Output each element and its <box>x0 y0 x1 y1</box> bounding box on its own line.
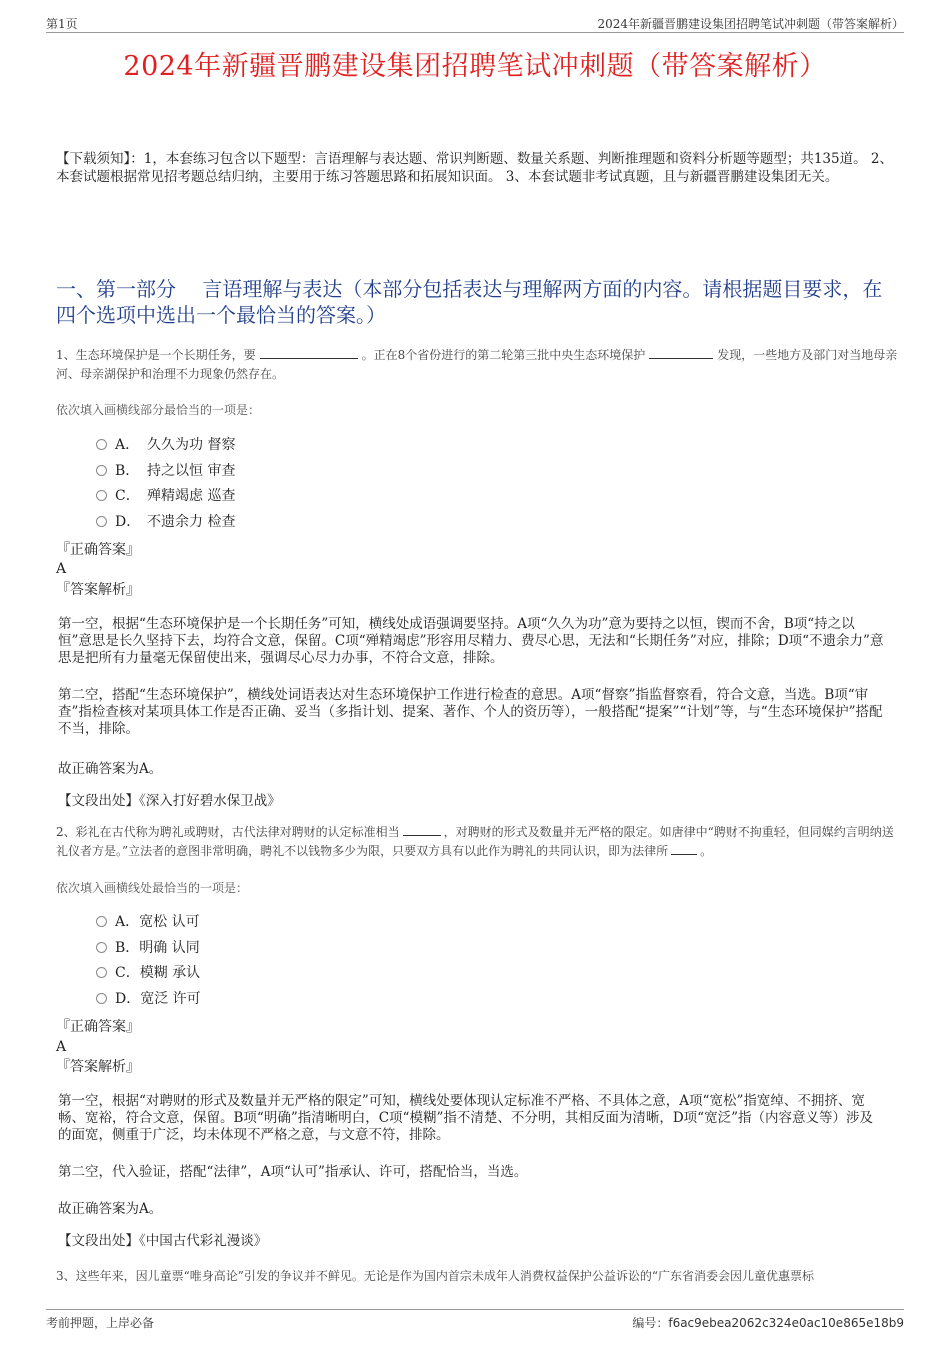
question-2-options <box>96 910 201 1012</box>
radio-icon[interactable] <box>96 465 107 476</box>
question-1-instruction: 依次填入画横线部分最恰当的一项是： <box>56 403 261 417</box>
option-a[interactable]: A．宽松 认可 <box>96 910 201 936</box>
option-d[interactable]: D． 不遗余力 检查 <box>96 510 235 536</box>
radio-icon[interactable] <box>96 916 107 927</box>
answer-label: 『正确答案』 <box>56 542 140 558</box>
page-footer <box>46 1309 904 1330</box>
section-title: 一、第一部分 言语理解与表达（本部分包括表达与理解两方面的内容。请根据题目要求，在四个选项中选出一个最恰当的答案。） <box>56 277 883 327</box>
radio-icon[interactable] <box>96 967 107 978</box>
conclusion: 故正确答案为A。 <box>58 761 163 777</box>
option-c[interactable]: C．模糊 承认 <box>96 961 201 987</box>
download-notice: 【下载须知】：1，本套练习包含以下题型：言语理解与表达题、常识判断题、数量关系题、判断推理题和资料分析题等题型；共135道。 2、本套试题根据常见招考题总结归纳，主要用于练习答题思路和拓展知识面。 3、本套试题非考试真题，且与新疆晋鹏建设集团无关。 <box>56 151 893 185</box>
radio-icon[interactable] <box>96 993 107 1004</box>
option-a[interactable]: A． 久久为功 督察 <box>96 433 235 459</box>
option-b[interactable]: B． 持之以恒 审查 <box>96 459 235 485</box>
footer-slogan: 考前押题，上岸必备 <box>46 1316 155 1330</box>
option-b[interactable]: B．明确 认同 <box>96 936 201 962</box>
page-number: 第1页 <box>46 17 78 31</box>
footer-code: 编号：f6ac9ebea2062c324e0ac10e865e18b9 <box>632 1316 904 1330</box>
analysis-paragraph: 第一空，根据“对聘财的形式及数量并无严格的限定”可知，横线处要体现认定标准不严格、不具体之意，A项“宽松”指宽绰、不拥挤、宽畅、宽裕，符合文意，保留。B项“明确”指清晰明白，C项“模糊”指不清楚、不分明，其相反面为清晰，D项“宽泛”指（内容意义等）涉及的面宽，侧重于广泛，均未体现不严格之意，与文意不符，排除。 <box>58 1093 873 1143</box>
question-3-text: 3、这些年来，因儿童票“唯身高论”引发的争议并不鲜见。无论是作为国内首宗未成年人消费权益保护公益诉讼的“广东省消委会因儿童优惠票标 <box>56 1269 815 1283</box>
answer-blank <box>260 346 358 359</box>
analysis-label: 『答案解析』 <box>56 582 140 598</box>
answer-blank <box>403 823 441 836</box>
analysis-paragraph: 第一空，根据“生态环境保护是一个长期任务”可知，横线处成语强调要坚持。A项“久久为功”意为要持之以恒，锲而不舍，B项“持之以恒”意思是长久坚持下去，均符合文意，保留。C项“殚精竭虑”形容用尽精力、费尽心思，无法和“长期任务”对应，排除；D项“不遗余力”意思是把所有力量毫无保留使出来，强调尽心尽力办事，不符合文意，排除。 <box>58 616 884 666</box>
question-1-text: 1、生态环境保护是一个长期任务，要 。正在8个省份进行的第二轮第三批中央生态环境保护 发现，一些地方及部门对当地母亲河、母亲湖保护和治理不力现象仍然存在。 <box>56 348 898 381</box>
answer-blank <box>671 842 697 855</box>
radio-icon[interactable] <box>96 516 107 527</box>
analysis-paragraph: 第二空，代入验证，搭配“法律”，A项“认可”指承认、许可，搭配恰当，当选。 <box>58 1164 528 1180</box>
radio-icon[interactable] <box>96 439 107 450</box>
source-citation: 【文段出处】《深入打好碧水保卫战》 <box>58 793 281 809</box>
answer-blank <box>649 346 713 359</box>
page-header <box>46 14 904 33</box>
question-2-text: 2、彩礼在古代称为聘礼或聘财，古代法律对聘财的认定标准相当 ，对聘财的形式及数量并无严格的限定。如唐律中“聘财不拘重轻，但同媒约言明纳送礼仪者方是。”立法者的意图非常明确，聘礼不以钱物多少为限，只要双方具有以此作为聘礼的共同认识，即为法律所 。 <box>56 825 894 858</box>
header-doc-title: 2024年新疆晋鹏建设集团招聘笔试冲刺题（带答案解析） <box>597 17 904 31</box>
option-c[interactable]: C． 殚精竭虑 巡查 <box>96 484 235 510</box>
option-d[interactable]: D．宽泛 许可 <box>96 987 201 1013</box>
question-1-options <box>96 433 235 535</box>
answer-label: 『正确答案』 <box>56 1019 140 1035</box>
radio-icon[interactable] <box>96 942 107 953</box>
radio-icon[interactable] <box>96 490 107 501</box>
source-citation: 【文段出处】《中国古代彩礼漫谈》 <box>58 1233 268 1249</box>
answer-value: A <box>56 1039 67 1055</box>
question-2-instruction: 依次填入画横线处最恰当的一项是： <box>56 881 249 895</box>
analysis-label: 『答案解析』 <box>56 1059 140 1075</box>
analysis-paragraph: 第二空，搭配“生态环境保护”，横线处词语表达对生态环境保护工作进行检查的意思。A项“督察”指监督察看，符合文意，当选。B项“审查”指检查核对某项具体工作是否正确、妥当（多指计划、提案、著作、个人的资历等），一般搭配“提案”“计划”等，与“生态环境保护”搭配不当，排除。 <box>58 687 883 737</box>
document-title: 2024年新疆晋鹏建设集团招聘笔试冲刺题（带答案解析） <box>123 51 827 82</box>
conclusion: 故正确答案为A。 <box>58 1201 163 1217</box>
answer-value: A <box>56 561 67 577</box>
